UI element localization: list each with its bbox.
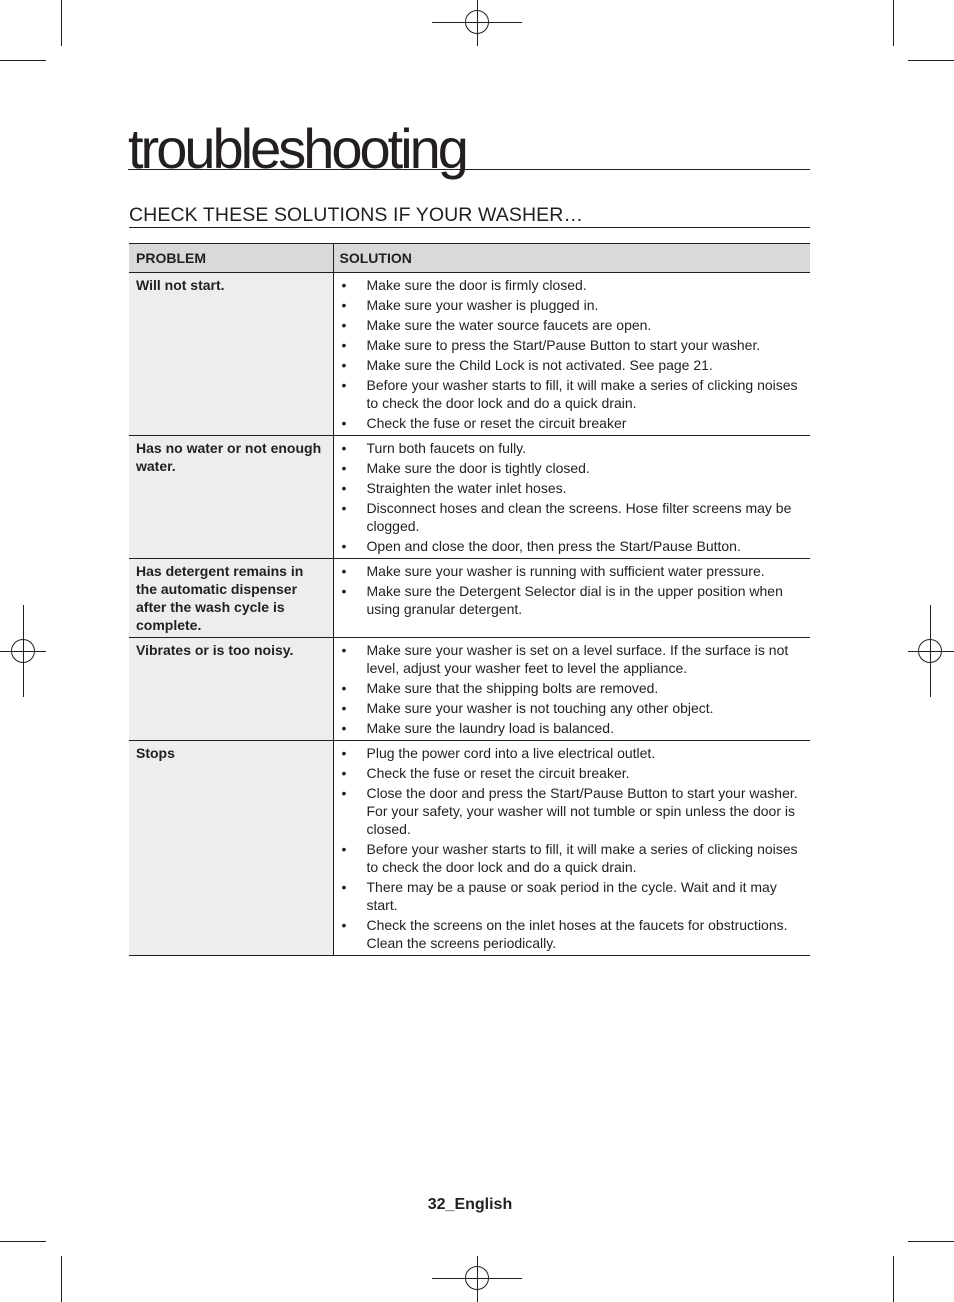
solution-item [340,376,803,412]
solution-item [340,562,803,580]
solution-item [340,641,803,677]
solution-cell [333,559,810,638]
solution-cell [333,436,810,559]
troubleshooting-table [129,243,810,956]
solution-text: • Make sure the laundry load is balanced. [366,720,614,736]
section-rule [129,227,810,228]
table-row [129,273,810,436]
problem-cell: Has detergent remains in the automatic dispenser after the wash cycle is complete. [129,559,333,638]
solution-item [340,878,803,914]
table-row [129,638,810,741]
solution-item [340,916,803,952]
problem-column-header: PROBLEM [129,244,333,273]
solution-list [340,276,803,432]
solution-item [340,356,803,374]
solution-item [340,699,803,717]
solution-text: • Close the door and press the Start/Pause Button to start your washer. [366,785,798,801]
solution-item [340,764,803,782]
solution-item [340,499,803,535]
solution-item [340,840,803,876]
solution-list [340,641,803,737]
solution-text: • Check the fuse or reset the circuit breaker. [366,765,630,781]
solution-text: • Check the screens on the inlet hoses at the faucets for obstructions. Clean the screens periodically. [366,917,788,951]
solution-item [340,784,803,838]
solution-text: • Turn both faucets on fully. [366,440,527,456]
table-row [129,436,810,559]
solution-column-header: SOLUTION [333,244,810,273]
solution-text: • Plug the power cord into a live electrical outlet. [366,745,656,761]
page-title: troubleshooting [128,117,466,180]
solution-text: • Make sure your washer is not touching any other object. [366,700,714,716]
solution-text: • Make sure your washer is running with sufficient water pressure. [366,563,765,579]
problem-cell: Vibrates or is too noisy. [129,638,333,741]
page-number: 32_English [427,1196,513,1213]
solution-text: • Disconnect hoses and clean the screens. Hose filter screens may be clogged. [366,500,792,534]
solution-text: • Make sure to press the Start/Pause Button to start your washer. [366,337,761,353]
solution-item [340,719,803,737]
solution-item [340,414,803,432]
solution-text: • Make sure the door is firmly closed. [366,277,587,293]
solution-text: • Make sure the water source faucets are open. [366,317,652,333]
solution-text: • Open and close the door, then press the Start/Pause Button. [366,538,741,554]
table-row [129,559,810,638]
problem-cell: Has no water or not enough water. [129,436,333,559]
solution-text: • Make sure the Detergent Selector dial is in the upper position when using granular detergent. [366,583,783,617]
solution-item [340,744,803,762]
solution-item [340,459,803,477]
table-header-row [129,244,810,273]
solution-item [340,336,803,354]
solution-text: • Make sure that the shipping bolts are removed. [366,680,659,696]
solution-text: • Before your washer starts to fill, it will make a series of clicking noises to check the door lock and do a quick drain. [366,377,798,411]
solution-item [340,537,803,555]
solution-item [340,316,803,334]
solution-text: • Make sure your washer is plugged in. [366,297,599,313]
solution-list [340,744,803,952]
section-heading: CHECK THESE SOLUTIONS IF YOUR WASHER… [129,204,584,226]
solution-text: • Make sure the Child Lock is not activated. See page 21. [366,357,713,373]
solution-text: • Before your washer starts to fill, it will make a series of clicking noises to check the door lock and do a quick drain. [366,841,798,875]
solution-item [340,276,803,294]
problem-cell: Stops [129,741,333,956]
solution-text: • Straighten the water inlet hoses. [366,480,567,496]
solution-item [340,296,803,314]
solution-text: • Check the fuse or reset the circuit breaker [366,415,627,431]
solution-text: • There may be a pause or soak period in the cycle. Wait and it may start. [366,879,777,913]
solution-item [340,582,803,618]
solution-item [340,479,803,497]
solution-cell [333,741,810,956]
solution-text: • Make sure your washer is set on a level surface. If the surface is not level, adjust your washer feet to level the appliance. [366,642,789,676]
solution-item [340,679,803,697]
solution-cell [333,638,810,741]
problem-cell: Will not start. [129,273,333,436]
table-row [129,741,810,956]
solution-text: For your safety, your washer will not tumble or spin unless the door is closed. [366,803,795,837]
solution-list [340,562,803,618]
solution-list [340,439,803,555]
solution-cell [333,273,810,436]
solution-item [340,439,803,457]
solution-text: • Make sure the door is tightly closed. [366,460,590,476]
